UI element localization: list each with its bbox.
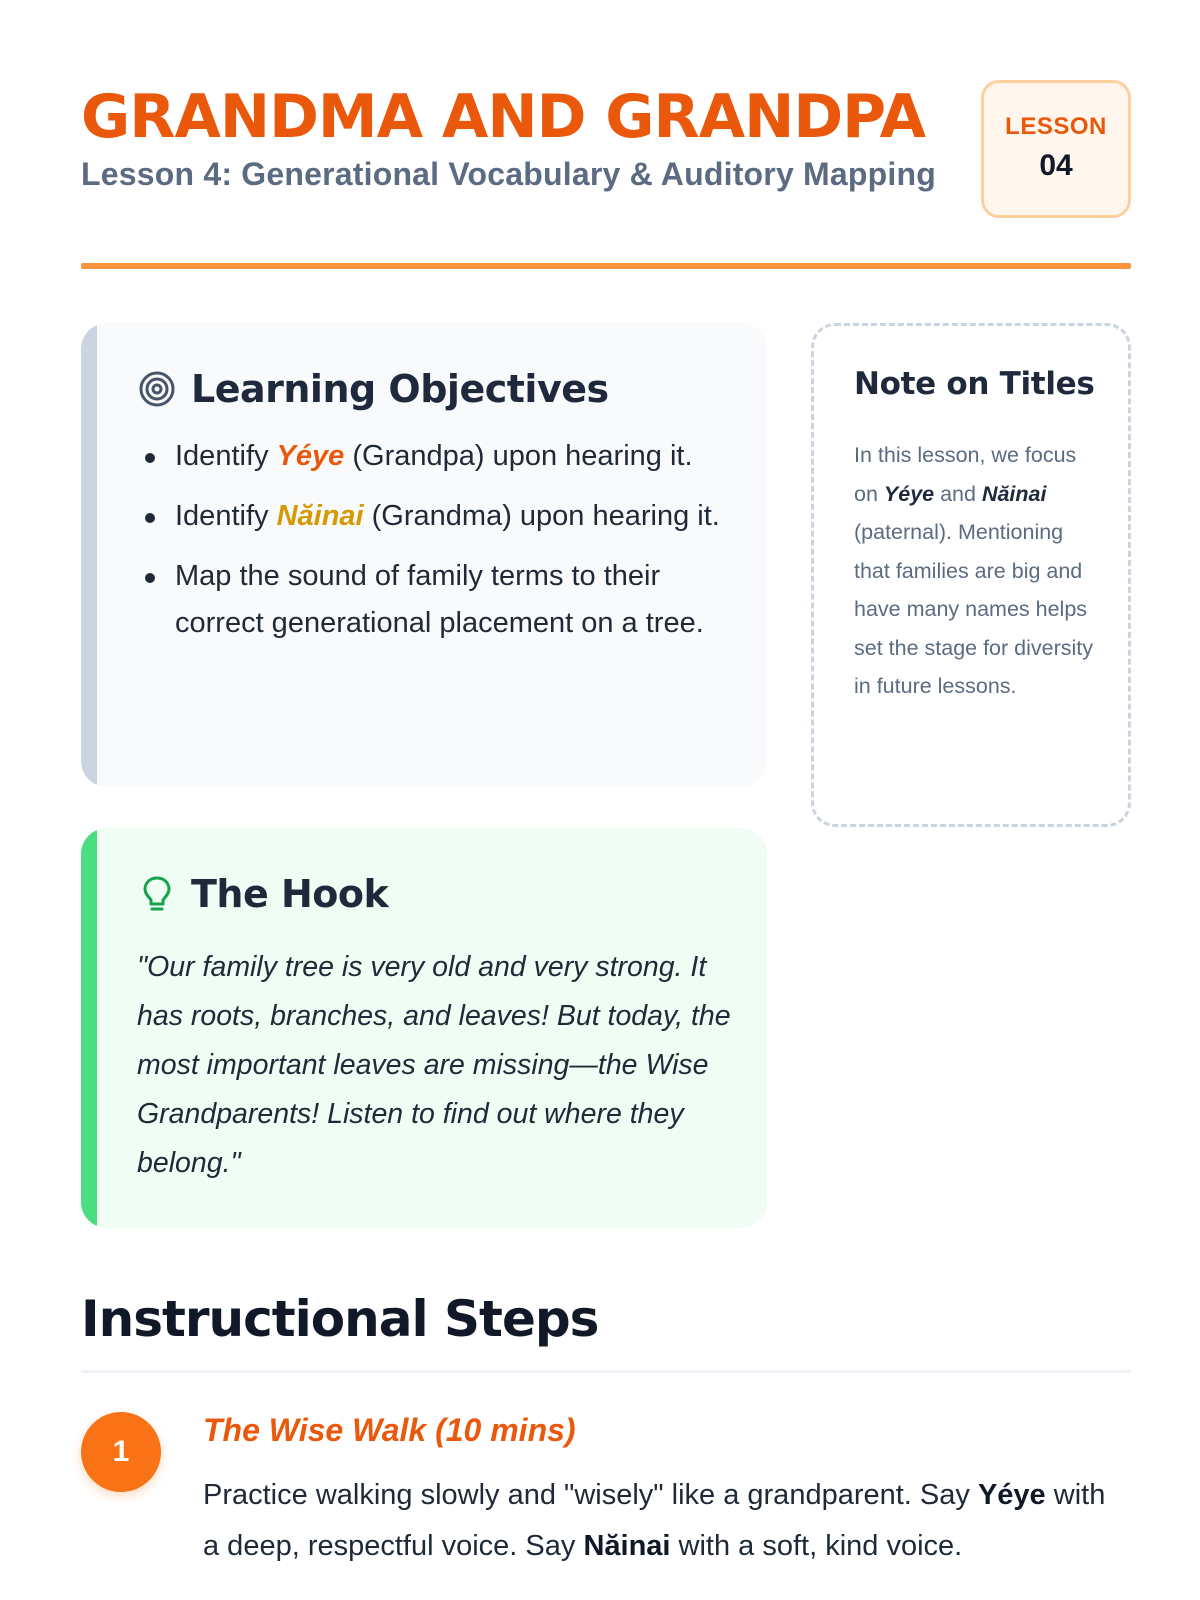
hook-quote: "Our family tree is very old and very strong. It has roots, branches, and leaves! But today, the most important leaves are missing—the Wise Grandparents! Listen to find out where they belong." bbox=[137, 951, 731, 1179]
step-term-yeye: Yéye bbox=[977, 1479, 1046, 1511]
list-item: Identify Năinai (Grandma) upon hearing it. bbox=[143, 493, 733, 540]
list-item: Identify Yéye (Grandpa) upon hearing it. bbox=[143, 433, 733, 480]
hook-card bbox=[81, 828, 767, 1228]
note-term-nainai: Năinai bbox=[981, 481, 1047, 506]
card-accent-stripe bbox=[81, 828, 97, 1228]
learning-objectives-card bbox=[81, 323, 767, 787]
term-nainai: Năinai bbox=[276, 500, 364, 532]
lesson-badge-number: 04 bbox=[1039, 149, 1073, 182]
note-on-titles bbox=[811, 323, 1131, 827]
term-yeye: Yéye bbox=[276, 440, 345, 472]
steps-divider bbox=[81, 1370, 1131, 1373]
step-term-nainai: Năinai bbox=[583, 1530, 671, 1562]
lesson-header bbox=[81, 80, 1131, 230]
target-icon bbox=[137, 369, 177, 409]
list-item: Map the sound of family terms to their correct generational placement on a tree. bbox=[143, 553, 733, 647]
hook-heading: The Hook bbox=[191, 872, 389, 916]
step-description: Practice walking slowly and "wisely" like a grandparent. Say Yéye with a deep, respectful voice. Say Năinai with a soft, kind voice. bbox=[203, 1479, 1106, 1562]
page-subtitle: Lesson 4: Generational Vocabulary & Auditory Mapping bbox=[81, 156, 936, 192]
note-term-yeye: Yéye bbox=[883, 481, 935, 506]
lesson-badge bbox=[981, 80, 1131, 218]
card-accent-stripe bbox=[81, 323, 97, 787]
note-body: In this lesson, we focus on Yéye and Năinai (paternal). Mentioning that families are big and have many names helps set the stage for diversity in future lessons. bbox=[854, 443, 1093, 698]
instructional-steps-heading: Instructional Steps bbox=[81, 1290, 599, 1348]
lightbulb-icon bbox=[137, 874, 177, 914]
step-title: The Wise Walk (10 mins) bbox=[203, 1412, 576, 1448]
lesson-badge-label: LESSON bbox=[1005, 113, 1107, 140]
header-divider bbox=[81, 263, 1131, 269]
learning-objectives-heading: Learning Objectives bbox=[191, 367, 609, 411]
step-number-badge: 1 bbox=[81, 1412, 161, 1492]
objectives-list bbox=[143, 433, 733, 660]
page-title: GRANDMA AND GRANDPA bbox=[81, 82, 926, 152]
note-heading: Note on Titles bbox=[854, 366, 1095, 402]
